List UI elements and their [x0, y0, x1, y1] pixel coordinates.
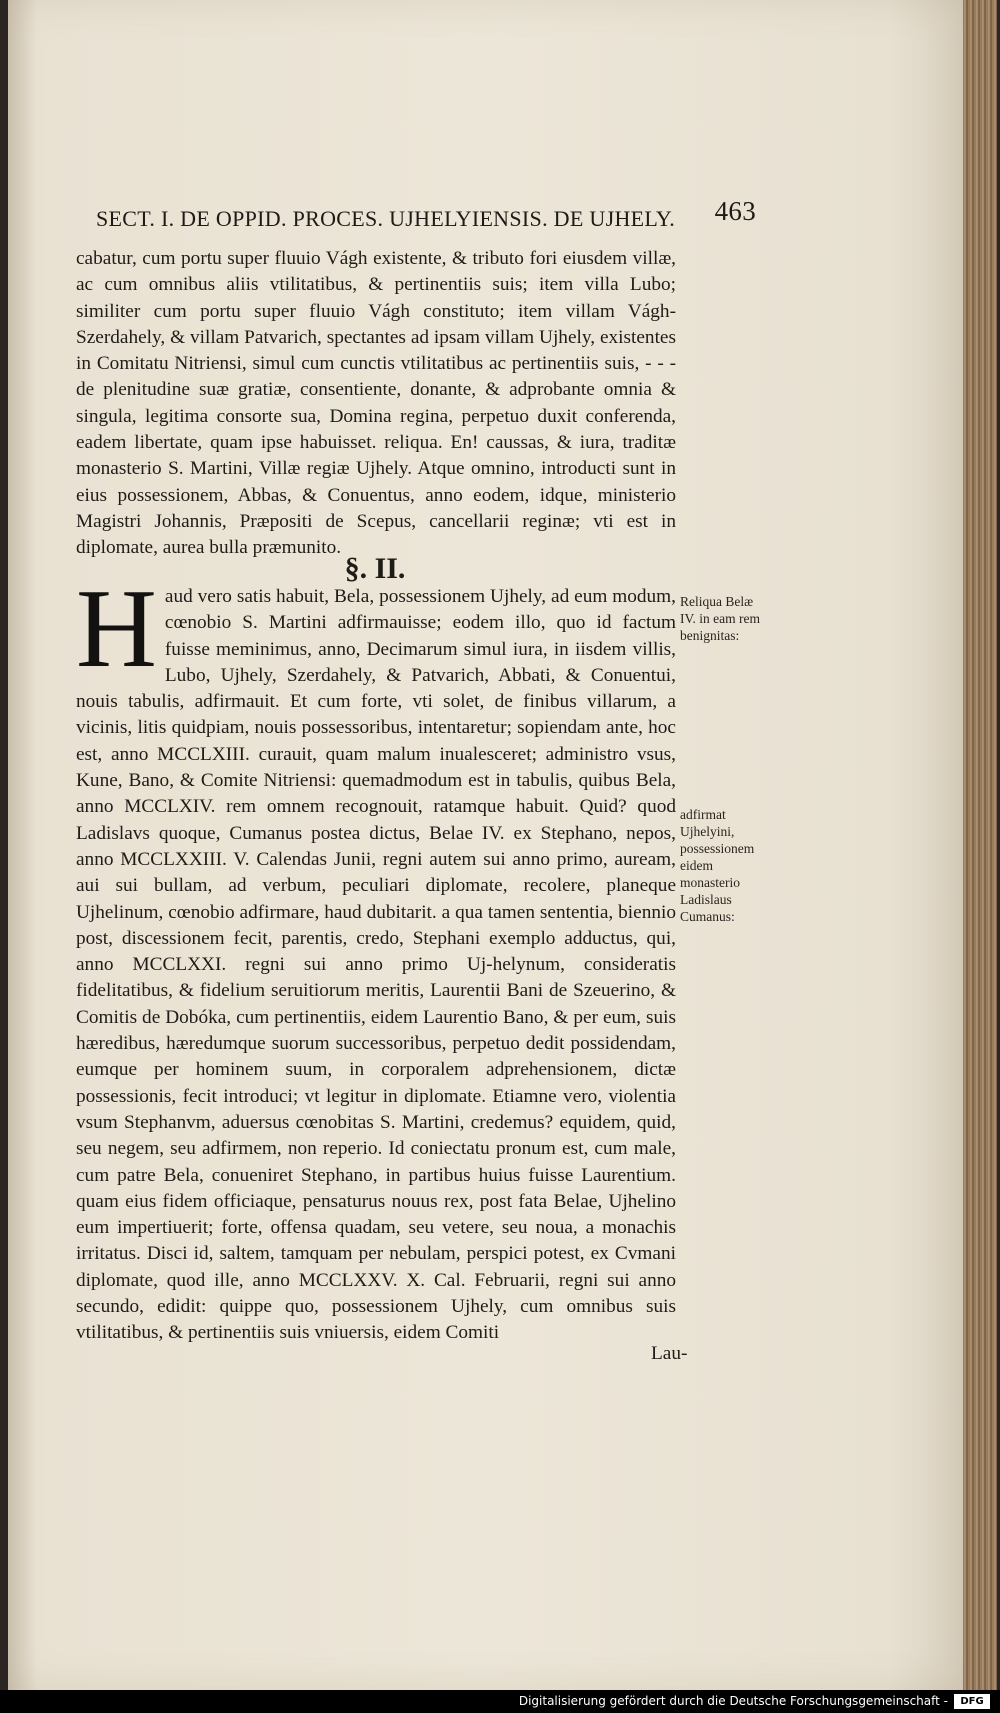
main-paragraph-block — [76, 567, 676, 1347]
catchword: Lau- — [651, 1343, 688, 1364]
footer-text: Digitalisierung gefördert durch die Deutsche Forschungsgemeinschaft - — [518, 1694, 948, 1708]
footer-bar — [0, 1690, 1000, 1713]
top-paragraph: cabatur, cum portu super fluuio Vágh existente, & tributo fori eiusdem villæ, ac cum omnibus aliis vtilitatibus, & pertinentiis suis; item villa Lubo; similiter cum portu super fluuio Vágh constituto; item villam Vágh-Szerdahely, & villam Patvarich, spectantes ad ipsam villam Ujhely, existentes in Comitatu Nitriensi, simul cum cunctis vtilitatibus ac pertinentiis suis, - - - de plenitudine suæ gratiæ, consentiente, donante, & adprobante omnia & singula, legitima consorte sua, Domina regina, perpetuo duxit conferenda, eadem libertate, quam ipse habuisset. reliqua. En! caussas, & iura, traditæ monasterio S. Martini, Villæ regiæ Ujhely. Atque omnino, introducti sunt in eius possessionem, Abbas, & Conuentus, anno eodem, idque, ministerio Magistri Johannis, Præpositi de Scepus, cancellarii reginæ; vti est in diplomate, aurea bulla præmunito. — [76, 248, 676, 559]
marginal-note-1: Reliqua Belæ IV. in eam rem benignitas: — [680, 594, 760, 643]
dfg-logo: DFG — [954, 1694, 990, 1709]
section-heading: §. II. — [344, 552, 406, 585]
running-header — [96, 196, 756, 236]
marginal-note-2: adfirmat Ujhelyini, possessionem eidem monasterio Ladislaus Cumanus: — [680, 807, 755, 924]
drop-cap: H — [76, 567, 157, 691]
page-number: 463 — [714, 196, 756, 226]
header-title: SECT. I. DE OPPID. PROCES. UJHELYIENSIS. DE UJHELY. — [96, 206, 676, 231]
main-paragraph: aud vero satis habuit, Bela, possessionem Ujhely, ad eum modum, cœnobio S. Martini adfirmauisse; eodem illo, quo id factum fuisse meminimus, anno, Decimarum simul iura, in iisdem villis, Lubo, Ujhely, Szerdahely, & Patvarich, Abbati, & Conuentui, nouis tabulis, adfirmauit. Et cum forte, vti solet, de finibus villarum, a vicinis, litis quidpiam, nouis possessoribus, intentaretur; sopiendam ante, hoc est, anno MCCLXIII. curauit, quam malum inualesceret; administro vsus, Kune, Bano, & Comite Nitriensi: quemadmodum est in tabulis, quibus Bela, anno MCCLXIV. rem omnem recognouit, ratamque habuit. Quid? quod Ladislavs quoque, Cumanus postea dictus, Belae IV. ex Stephano, nepos, anno MCCLXXIII. V. Calendas Junii, regni autem sui anno primo, auream, aui sui bullam, ad verbum, peculiari diplomate, recolere, planeque Ujhelinum, cœnobio adfirmare, haud dubitarit. a qua tamen sententia, biennio post, discessionem fecit, parentis, credo, Stephani exemplo adductus, qui, anno MCCLXXI. regni sui anno primo Uj-helynum, consideratis fidelitatibus, & fidelium seruitiorum meritis, Laurentii Bani de Szeuerino, & Comitis de Dobóka, cum pertinentiis, eidem Laurentio Bano, & per eum, suis hæredibus, hæredumque suorum successoribus, perpetuo dedit possidendam, eumque per hominem suum, in corporalem adprehensionem, dictæ possessionis, fecit introduci; vt legitur in diplomate. Etiamne vero, violentia vsum Stephanvm, aduersus cœnobitas S. Martini, credemus? equidem, quid, seu negem, seu adfirmem, non reperio. Id coniectatu pronum est, cum male, cum patre Bela, conueniret Stephano, in partibus huius fuisse Laurentium. quam eius fidem officiaque, pensaturus nouus rex, post fata Belae, Ujhelino eum impertiuerit; forte, offensa quadam, seu vetere, seu noua, a monachis irritatus. Disci id, saltem, tamquam per nebulam, perspici potest, ex Cvmani diplomate, quod ille, anno MCCLXXV. X. Cal. Februarii, regni sui anno secundo, edidit: quippe quo, possessionem Ujhely, cum omnibus suis vtilitatibus, & pertinentiis suis vniuersis, eidem Comiti — [76, 586, 676, 1344]
page-edge — [963, 0, 997, 1690]
